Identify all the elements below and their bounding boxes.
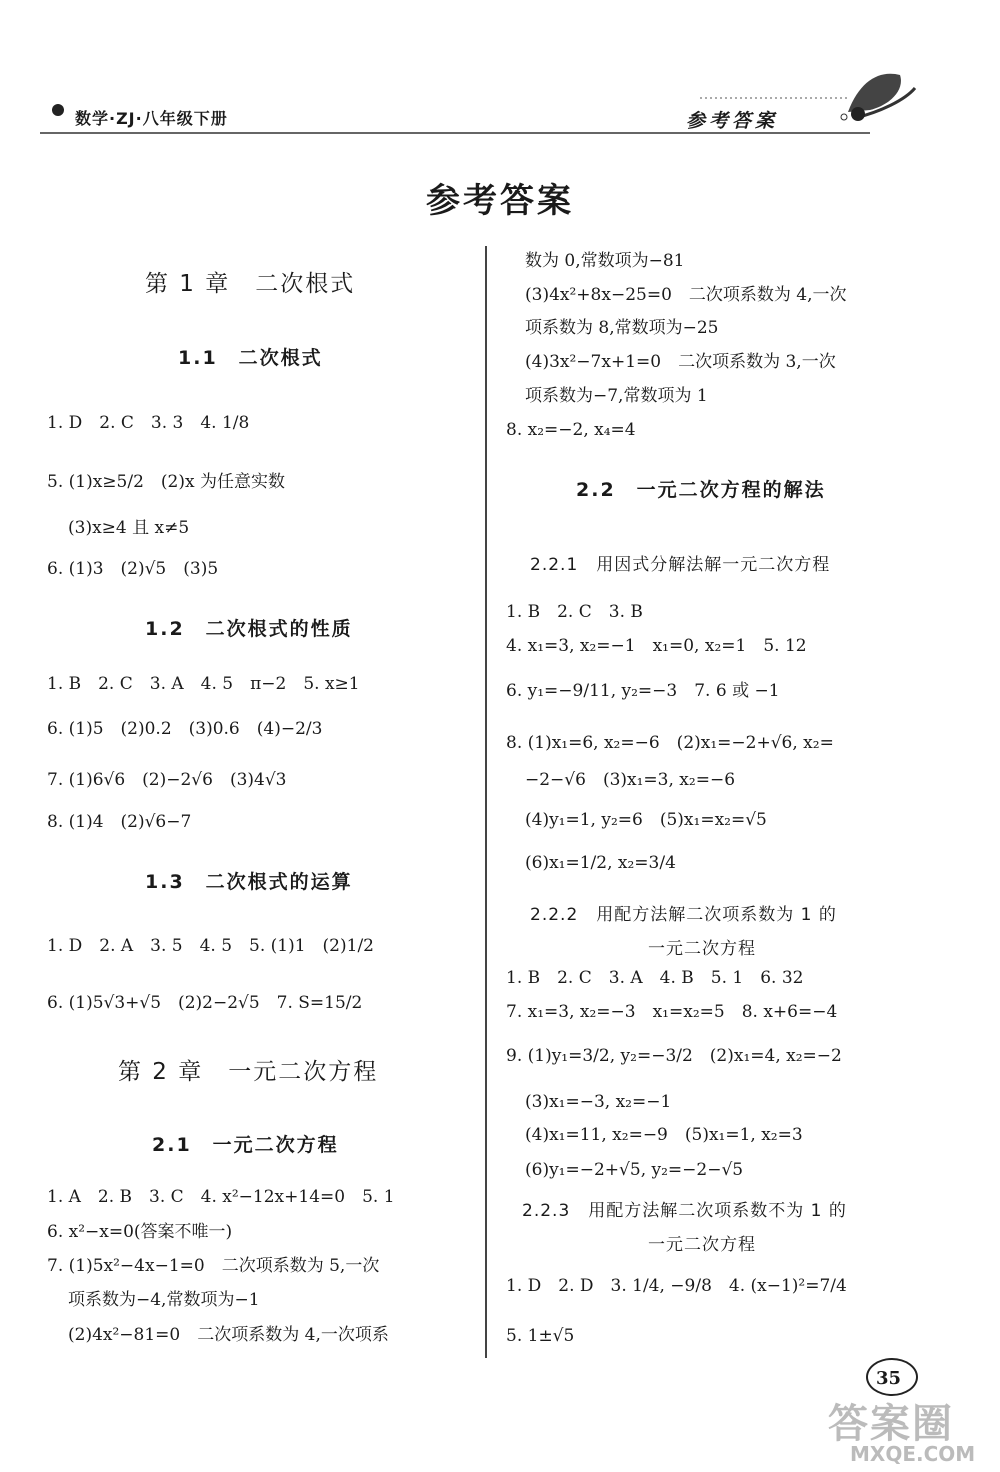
answer-line: (4)3x²−7x+1=0 二次项系数为 3,一次	[525, 352, 836, 372]
section-heading: 1.1 二次根式	[178, 347, 323, 369]
watermark-logo-text: 答案圈	[828, 1401, 954, 1447]
answer-line: 6. (1)5√3+√5 (2)2−2√5 7. S=15/2	[47, 993, 363, 1013]
answer-line: (6)y₁=−2+√5, y₂=−2−√5	[525, 1160, 744, 1180]
answer-line: 1. B 2. C 3. B	[506, 602, 643, 622]
answer-line: 7. x₁=3, x₂=−3 x₁=x₂=5 8. x+6=−4	[506, 1002, 838, 1022]
column-divider	[485, 246, 487, 1358]
answer-line: (4)y₁=1, y₂=6 (5)x₁=x₂=√5	[525, 810, 767, 830]
answer-line: 6. (1)5 (2)0.2 (3)0.6 (4)−2/3	[47, 719, 323, 739]
answer-line: 1. B 2. C 3. A 4. B 5. 1 6. 32	[506, 968, 804, 988]
answer-line: (3)x₁=−3, x₂=−1	[525, 1092, 672, 1112]
answer-line: 数为 0,常数项为−81	[525, 251, 685, 271]
subsection-heading: 2.2.2 用配方法解二次项系数为 1 的	[530, 905, 837, 925]
answer-line: 8. (1)4 (2)√6−7	[47, 812, 192, 832]
answer-line: (2)4x²−81=0 二次项系数为 4,一次项系	[68, 1325, 389, 1345]
subsection-heading: 2.2.3 用配方法解二次项系数不为 1 的	[522, 1201, 847, 1221]
answer-line: 项系数为 8,常数项为−25	[525, 318, 719, 338]
answer-line: 4. x₁=3, x₂=−1 x₁=0, x₂=1 5. 12	[506, 636, 807, 656]
answer-line: 项系数为−7,常数项为 1	[525, 386, 708, 406]
section-heading: 1.3 二次根式的运算	[145, 871, 353, 893]
answer-line: (3)4x²+8x−25=0 二次项系数为 4,一次	[525, 285, 847, 305]
answer-line: −2−√6 (3)x₁=3, x₂=−6	[525, 770, 736, 790]
subsection-heading: 一元二次方程	[648, 1235, 756, 1255]
answer-line: 7. (1)5x²−4x−1=0 二次项系数为 5,一次	[47, 1256, 380, 1276]
header-rule	[0, 0, 1000, 160]
answer-line: 5. 1±√5	[506, 1326, 575, 1346]
answer-line: 项系数为−4,常数项为−1	[68, 1290, 260, 1310]
answer-line: (3)x≥4 且 x≠5	[68, 518, 190, 538]
answer-line: 7. (1)6√6 (2)−2√6 (3)4√3	[47, 770, 287, 790]
answer-line: 1. D 2. D 3. 1/4, −9/8 4. (x−1)²=7/4	[506, 1276, 847, 1296]
subsection-heading: 2.2.1 用因式分解法解一元二次方程	[530, 555, 831, 575]
answer-line: 6. y₁=−9/11, y₂=−3 7. 6 或 −1	[506, 681, 780, 701]
section-heading: 2.2 一元二次方程的解法	[576, 479, 826, 501]
answer-line: 8. (1)x₁=6, x₂=−6 (2)x₁=−2+√6, x₂=	[506, 733, 834, 753]
header-book-title: 数学·ZJ·八年级下册	[75, 109, 228, 128]
header-bullet-icon	[52, 104, 64, 116]
chapter-heading: 第 2 章 一元二次方程	[118, 1059, 379, 1085]
answer-line: (6)x₁=1/2, x₂=3/4	[525, 853, 676, 873]
answer-line: 5. (1)x≥5/2 (2)x 为任意实数	[47, 472, 285, 492]
header-section-label: 参考答案	[686, 110, 779, 132]
answer-line: 1. B 2. C 3. A 4. 5 π−2 5. x≥1	[47, 674, 360, 694]
section-heading: 1.2 二次根式的性质	[145, 618, 353, 640]
answer-line: 1. D 2. A 3. 5 4. 5 5. (1)1 (2)1/2	[47, 936, 374, 956]
answer-line: 6. (1)3 (2)√5 (3)5	[47, 559, 219, 579]
watermark-url: MXQE.COM	[850, 1442, 976, 1466]
chapter-heading: 第 1 章 二次根式	[145, 271, 356, 297]
answer-line: 9. (1)y₁=3/2, y₂=−3/2 (2)x₁=4, x₂=−2	[506, 1046, 842, 1066]
answer-line: 1. D 2. C 3. 3 4. 1/8	[47, 413, 250, 433]
section-heading: 2.1 一元二次方程	[152, 1134, 339, 1156]
page-title: 参考答案	[426, 181, 574, 221]
watermark	[820, 1392, 1000, 1472]
answer-line: 8. x₂=−2, x₄=4	[506, 420, 636, 440]
answer-line: 1. A 2. B 3. C 4. x²−12x+14=0 5. 1	[47, 1187, 395, 1207]
subsection-heading: 一元二次方程	[648, 939, 756, 959]
page-number: 35	[876, 1368, 902, 1389]
answer-line: 6. x²−x=0(答案不唯一)	[47, 1222, 233, 1242]
answer-line: (4)x₁=11, x₂=−9 (5)x₁=1, x₂=3	[525, 1125, 803, 1145]
